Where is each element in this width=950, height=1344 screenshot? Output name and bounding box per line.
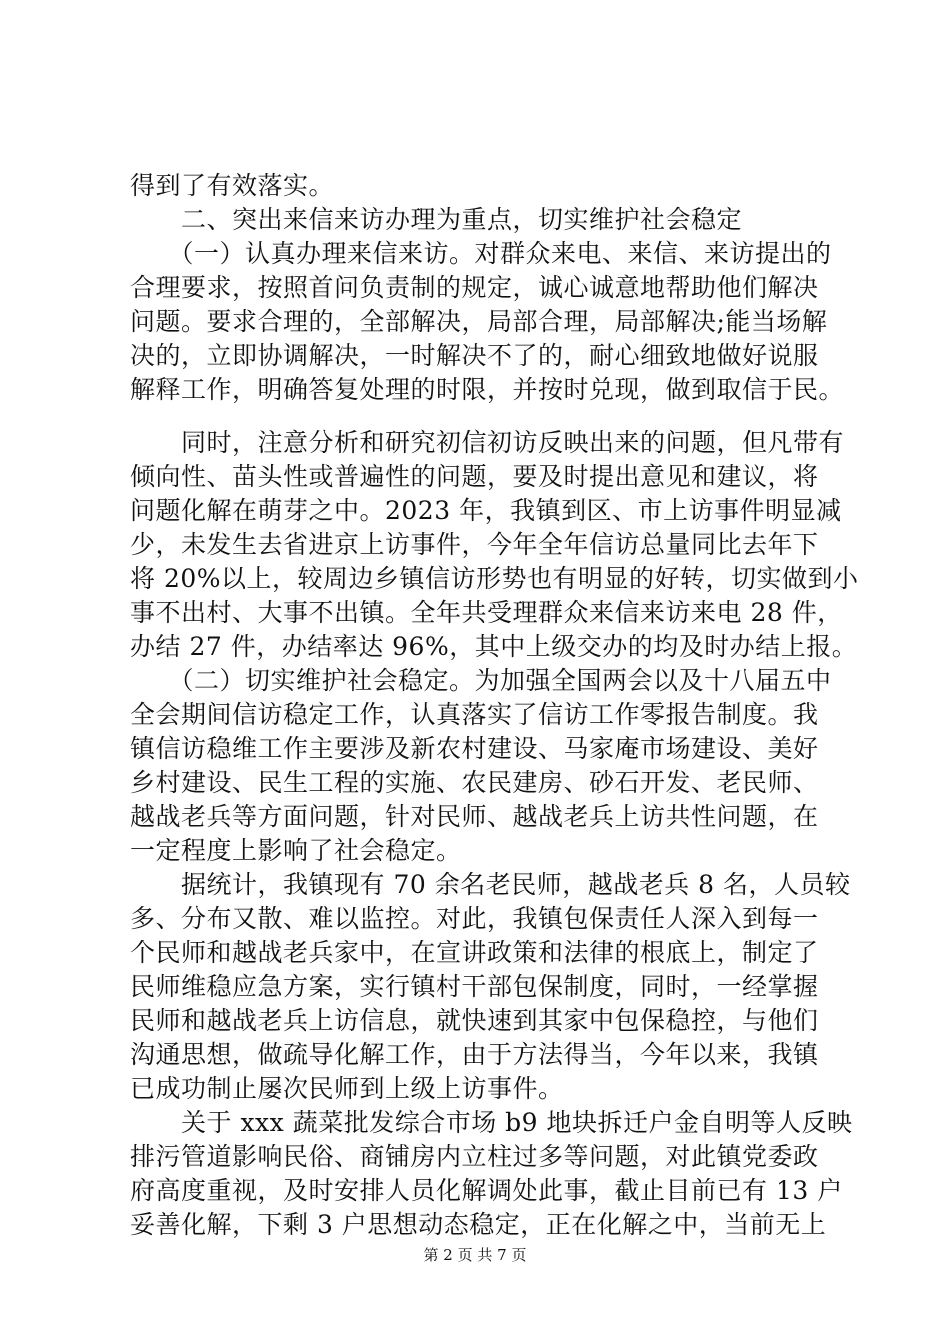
text-line: 得到了有效落实。 <box>130 171 335 200</box>
text-line: 倾向性、苗头性或普遍性的问题，要及时提出意见和建议，将 <box>130 462 819 491</box>
text-line: 问题化解在萌芽之中。2023 年，我镇到区、市上访事件明显减 <box>130 496 842 525</box>
text-line: （二）切实维护社会稳定。为加强全国两会以及十八届五中 <box>130 666 832 695</box>
text-line: 解释工作，明确答复处理的时限，并按时兑现，做到取信于民。 <box>130 375 845 404</box>
text-line: 同时，注意分析和研究初信初访反映出来的问题，但凡带有 <box>130 428 845 457</box>
text-line: 沟通思想，做疏导化解工作，由于方法得当，今年以来，我镇 <box>130 1040 819 1069</box>
text-line: 决的，立即协调解决，一时解决不了的，耐心细致地做好说服 <box>130 341 819 370</box>
text-line: 乡村建设、民生工程的实施、农民建房、砂石开发、老民师、 <box>130 768 819 797</box>
text-line: 民师维稳应急方案，实行镇村干部包保制度，同时，一经掌握 <box>130 972 819 1001</box>
text-line: 越战老兵等方面问题，针对民师、越战老兵上访共性问题，在 <box>130 802 819 831</box>
text-line: 办结 27 件，办结率达 96%，其中上级交办的均及时办结上报。 <box>130 632 858 661</box>
text-line: 将 20%以上，较周边乡镇信访形势也有明显的好转，切实做到小 <box>130 564 859 593</box>
section-heading: 二、突出来信来访办理为重点，切实维护社会稳定 <box>130 205 743 234</box>
text-line: 民师和越战老兵上访信息，就快速到其家中包保稳控，与他们 <box>130 1006 819 1035</box>
text-line: 据统计，我镇现有 70 余名老民师，越战老兵 8 名，人员较 <box>130 870 851 899</box>
text-line: 多、分布又散、难以监控。对此，我镇包保责任人深入到每一 <box>130 904 819 933</box>
text-line: 已成功制止屡次民师到上级上访事件。 <box>130 1074 564 1103</box>
text-line: 事不出村、大事不出镇。全年共受理群众来信来访来电 28 件， <box>130 598 843 627</box>
text-line: 全会期间信访稳定工作，认真落实了信访工作零报告制度。我 <box>130 700 819 729</box>
text-line: 府高度重视，及时安排人员化解调处此事，截止目前已有 13 户 <box>130 1176 843 1205</box>
text-line: 排污管道影响民俗、商铺房内立柱过多等问题，对此镇党委政 <box>130 1142 819 1171</box>
text-line: 一定程度上影响了社会稳定。 <box>130 836 462 865</box>
text-line: （一）认真办理来信来访。对群众来电、来信、来访提出的 <box>130 239 832 268</box>
text-line: 少，未发生去省进京上访事件，今年全年信访总量同比去年下 <box>130 530 819 559</box>
text-line: 合理要求，按照首问负责制的规定，诚心诚意地帮助他们解决 <box>130 273 819 302</box>
text-line: 问题。要求合理的，全部解决，局部合理，局部解决;能当场解 <box>130 307 828 336</box>
text-line: 妥善化解，下剩 3 户思想动态稳定，正在化解之中，当前无上 <box>130 1210 827 1239</box>
page-indicator: 第 2 页 共 7 页 <box>423 1246 527 1264</box>
text-line: 镇信访稳维工作主要涉及新农村建设、马家庵市场建设、美好 <box>130 734 819 763</box>
text-line: 个民师和越战老兵家中，在宣讲政策和法律的根底上，制定了 <box>130 938 819 967</box>
text-line: 关于 xxx 蔬菜批发综合市场 b9 地块拆迁户金自明等人反映 <box>130 1108 853 1137</box>
